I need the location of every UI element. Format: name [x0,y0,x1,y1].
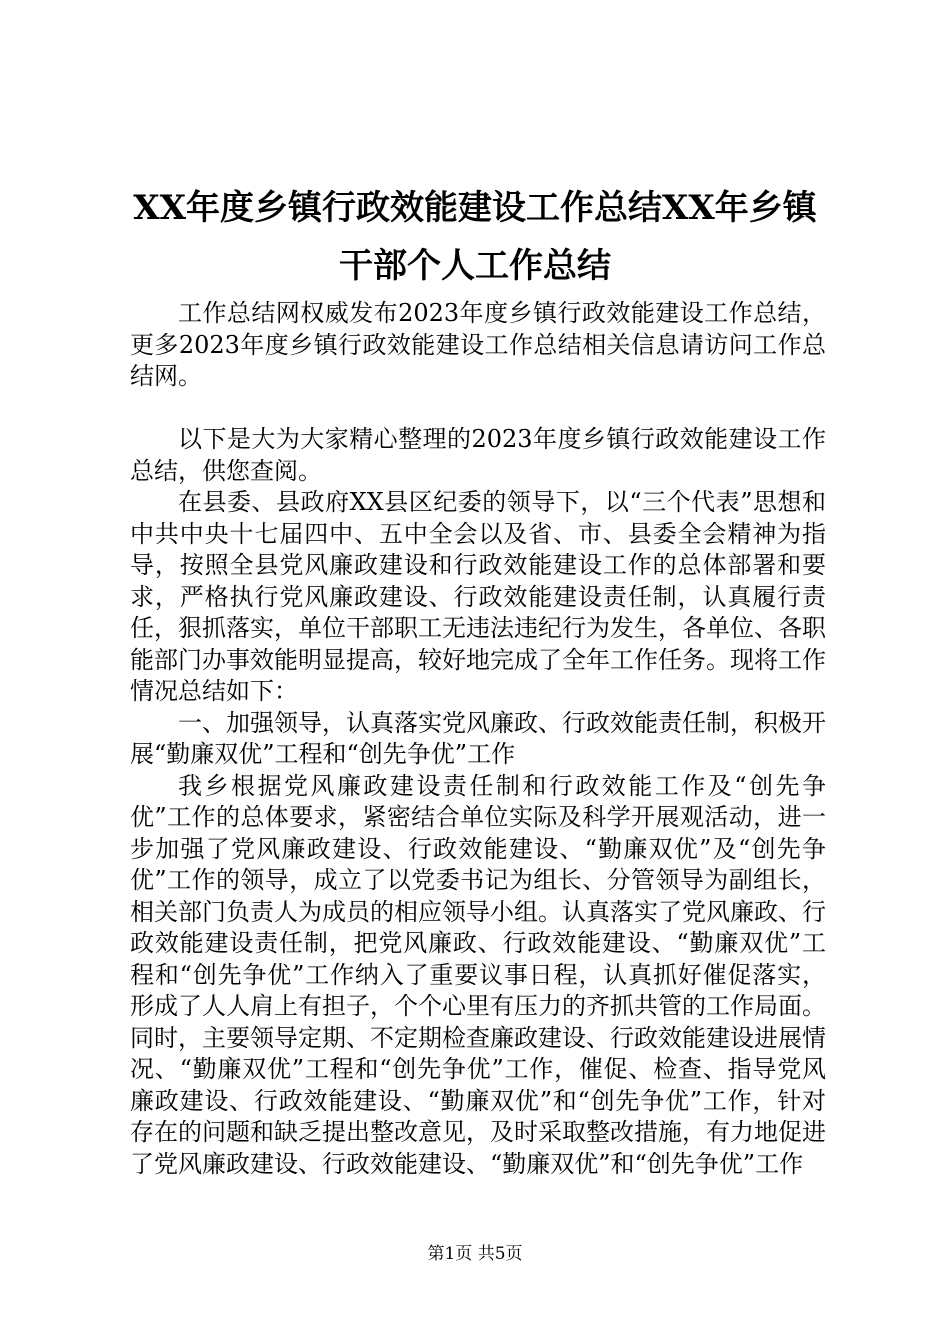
page-number: 第1页 共5页 [427,1244,523,1264]
paragraph-overview: 在县委、县政府XX县区纪委的领导下，以“三个代表”思想和中共中央十七届四中、五中全会以及省、市、县委全会精神为指导，按照全县党风廉政建设和行政效能建设工作的总体部署和要求，严格执行党风廉政建设、行政效能建设责任制，认真履行责任，狠抓落实，单位干部职工无违法违纪行为发生，各单位、各职能部门办事效能明显提高，较好地完成了全年工作任务。现将工作情况总结如下： [130,488,826,705]
paragraph-section-1: 我乡根据党风廉政建设责任制和行政效能工作及“创先争优”工作的总体要求，紧密结合单位实际及科学开展观活动，进一步加强了党风廉政建设、行政效能建设、“勤廉双优”及“创先争优”工作的领导，成立了以党委书记为组长、分管领导为副组长，相关部门负责人为成员的相应领导小组。认真落实了党风廉政、行政效能建设责任制，把党风廉政、行政效能建设、“勤廉双优”工程和“创先争优”工作纳入了重要议事日程，认真抓好催促落实，形成了人人肩上有担子，个个心里有压力的齐抓共管的工作局面。同时，主要领导定期、不定期检查廉政建设、行政效能建设进展情况、“勤廉双优”工程和“创先争优”工作，催促、检查、指导党风廉政建设、行政效能建设、“勤廉双优”和“创先争优”工作，针对存在的问题和缺乏提出整改意见，及时采取整改措施，有力地促进了党风廉政建设、行政效能建设、“勤廉双优”和“创先争优”工作 [130,771,826,1178]
paragraph-intro: 工作总结网权威发布2023年度乡镇行政效能建设工作总结，更多2023年度乡镇行政效能建设工作总结相关信息请访问工作总结网。 [130,299,826,390]
paragraph-preface: 以下是大为大家精心整理的2023年度乡镇行政效能建设工作总结，供您查阅。 [130,425,826,485]
document-title-line-1: XX年度乡镇行政效能建设工作总结XX年乡镇 [133,188,817,228]
document-body [130,298,826,1180]
document-title-line-2: 干部个人工作总结 [339,246,611,286]
section-heading-1: 一、加强领导，认真落实党风廉政、行政效能责任制，积极开展“勤廉双优”工程和“创先争优”工作 [130,708,826,768]
